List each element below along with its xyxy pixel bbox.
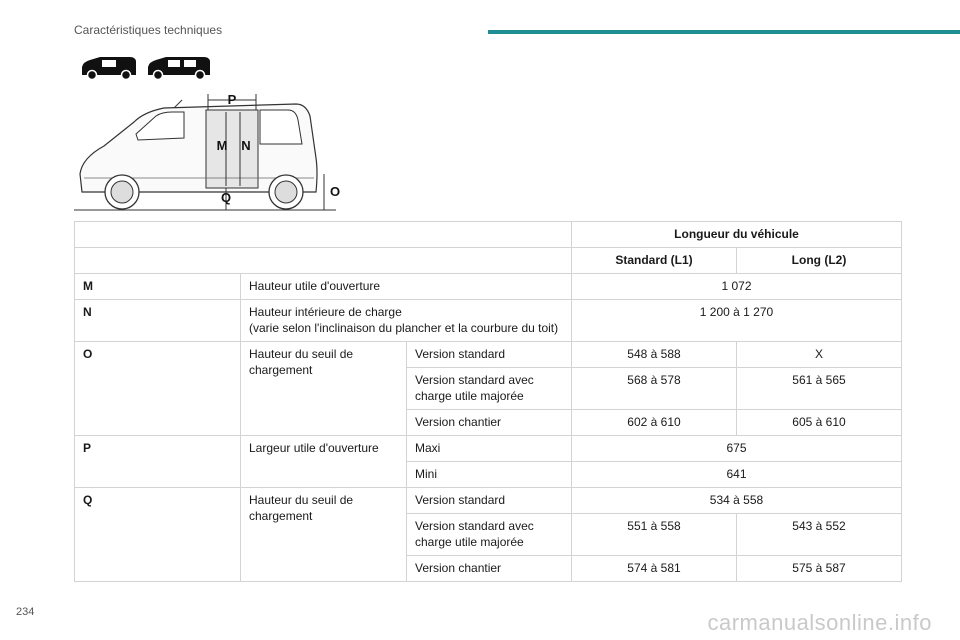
version-label: Version chantier — [407, 410, 572, 436]
version-label: Version standard — [407, 488, 572, 514]
version-label: Version standard avec charge utile majorée — [407, 368, 572, 410]
version-label: Version standard avec charge utile majorée — [407, 514, 572, 556]
version-label: Mini — [407, 462, 572, 488]
header-accent-bar — [488, 30, 960, 34]
table-row — [75, 488, 902, 514]
header-long-l2: Long (L2) — [737, 248, 902, 274]
row-code: O — [75, 342, 241, 436]
value-l2: X — [737, 342, 902, 368]
rear-wheel — [269, 175, 303, 209]
version-label: Maxi — [407, 436, 572, 462]
version-label: Version chantier — [407, 556, 572, 582]
section-title: Caractéristiques techniques — [74, 23, 223, 37]
label-p: P — [227, 92, 237, 107]
page-number: 234 — [16, 606, 35, 618]
table-row — [75, 300, 902, 342]
row-label: Hauteur utile d'ouverture — [241, 274, 572, 300]
watermark: carmanualsonline.info — [707, 610, 932, 635]
row-code: Q — [75, 488, 241, 582]
row-code: N — [75, 300, 241, 342]
value-l2: 543 à 552 — [737, 514, 902, 556]
value-l1: 568 à 578 — [572, 368, 737, 410]
table-row — [75, 436, 902, 462]
van-l2-icon — [148, 57, 210, 80]
value-l1: 551 à 558 — [572, 514, 737, 556]
label-m: M — [216, 138, 228, 153]
value-l1: 574 à 581 — [572, 556, 737, 582]
label-n: N — [241, 138, 251, 153]
van-l1-icon — [82, 57, 136, 80]
header-vehicle-length: Longueur du véhicule — [572, 222, 902, 248]
table-row — [75, 342, 902, 368]
row-value: 641 — [572, 462, 902, 488]
value-l2: 561 à 565 — [737, 368, 902, 410]
value-l1: 602 à 610 — [572, 410, 737, 436]
version-label: Version standard — [407, 342, 572, 368]
row-label-note: (varie selon l'inclinaison du plancher et la courbure du toit) — [249, 321, 559, 335]
row-value: 1 200 à 1 270 — [572, 300, 902, 342]
row-label: Hauteur du seuil de chargement — [241, 342, 407, 436]
value-l1: 548 à 588 — [572, 342, 737, 368]
row-label: Largeur utile d'ouverture — [241, 436, 407, 488]
row-code: P — [75, 436, 241, 488]
row-label: Hauteur intérieure de charge — [249, 305, 402, 319]
van-dimension-diagram — [74, 88, 344, 216]
row-value: 675 — [572, 436, 902, 462]
row-value: 1 072 — [572, 274, 902, 300]
row-code: M — [75, 274, 241, 300]
vehicle-badges — [80, 55, 220, 81]
row-value: 534 à 558 — [572, 488, 902, 514]
header-standard-l1: Standard (L1) — [572, 248, 737, 274]
value-l2: 605 à 610 — [737, 410, 902, 436]
front-wheel — [105, 175, 139, 209]
dimensions-table — [74, 221, 902, 582]
row-label: Hauteur du seuil de chargement — [241, 488, 407, 582]
value-l2: 575 à 587 — [737, 556, 902, 582]
table-row — [75, 274, 902, 300]
label-o: O — [330, 184, 341, 199]
label-q: Q — [220, 190, 232, 205]
